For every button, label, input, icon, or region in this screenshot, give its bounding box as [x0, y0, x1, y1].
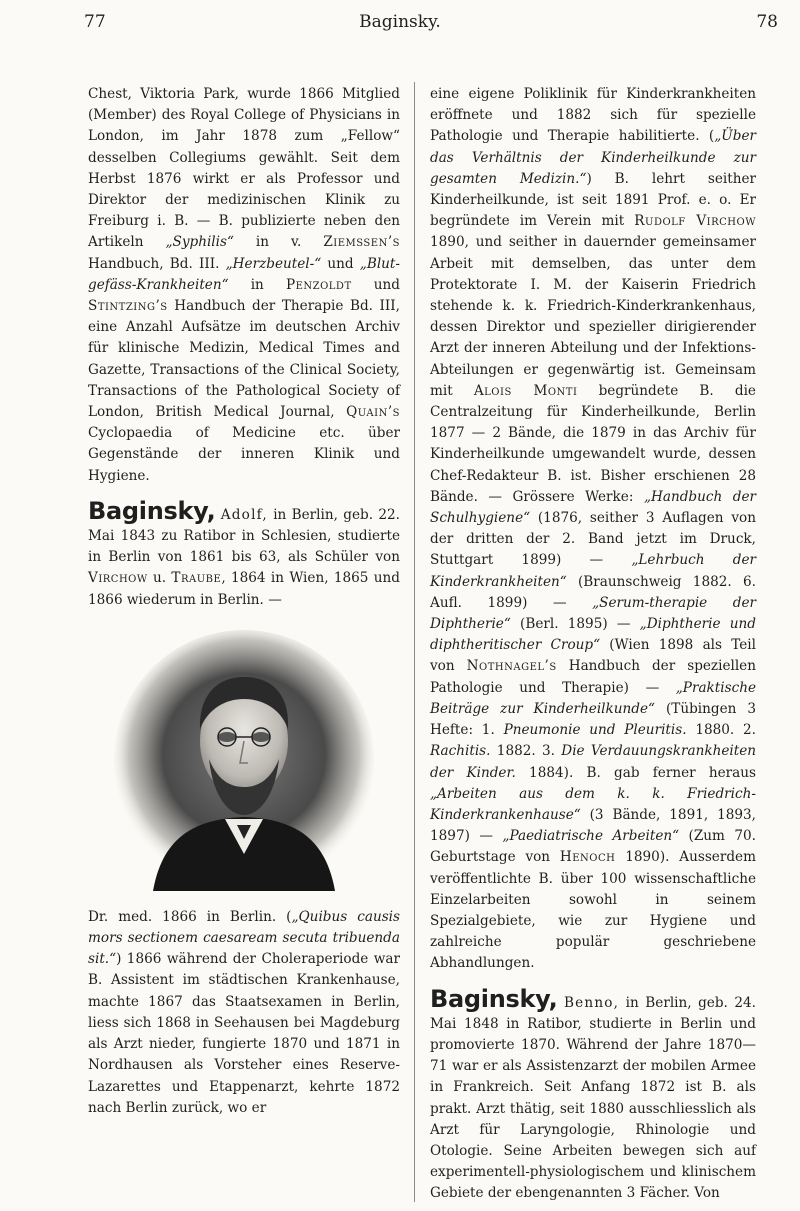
headword-given-name: Adolf,	[220, 506, 268, 523]
headword-surname: Baginsky,	[430, 984, 558, 1013]
page-header	[0, 0, 800, 64]
page-number-right: 78	[756, 12, 778, 32]
left-column	[88, 84, 400, 1119]
entry-baginsky-adolf-right: eine eigene Poliklinik für Kinderkrankheiten eröffnete und 1882 sich für spezielle Pathologie und Therapie habilitierte. („Über das Verhältnis der Kinderheilkunde zur gesamten Medizin.“) B. lehrt seither Kinderheilkunde, ist seit 1891 Prof. e. o. Er begründete im Verein mit Rudolf Virchow 1890, und seither in dauernder gemeinsamer Arbeit mit demselben, das unter dem Protektorate I. M. der Kaiserin Friedrich stehende k. k. Friedrich-Kinderkrankenhaus, dessen Direktor und spezieller dirigierender Arzt der inneren Abteilung und der Infektions-Abteilungen er gegenwärtig ist. Gemeinsam mit Alois Monti begründete B. die Centralzeitung für Kinderheilkunde, Berlin 1877 — 2 Bände, die 1879 in das Archiv für Kinderheilkunde umgewandelt wurde, dessen Chef-Redakteur B. ist. Bisher erschienen 28 Bände. — Grössere Werke: „Handbuch der Schulhygiene“ (1876, seither 3 Auflagen von der dritten der 2. Band jetzt im Druck, Stuttgart 1899) — „Lehrbuch der Kinderkrankheiten“ (Braunschweig 1882. 6. Aufl. 1899) — „Serum-therapie der Diphtherie“ (Berl. 1895) — „Diphtherie und diphtheritischer Croup“ (Wien 1898 als Teil von Nothnagel’s Handbuch der speziellen Pathologie und Therapie) — „Praktische Beiträge zur Kinderheilkunde“ (Tübingen 3 Hefte: 1. Pneumonie und Pleuritis. 1880. 2. Rachitis. 1882. 3. Die Verdauungskrankheiten der Kinder. 1884). B. gab ferner heraus „Arbeiten aus dem k. k. Friedrich-Kinderkrankenhause“ (3 Bände, 1891, 1893, 1897) — „Paediatrische Arbeiten“ (Zum 70. Geburtstage von Henoch 1890). Ausserdem veröffentlichte B. über 100 wissenschaftliche Einzelarbeiten sowohl in seinem Spezialgebiete, wie zur Hygiene und zahlreiche populär geschriebene Abhandlungen.	[430, 86, 757, 972]
right-column	[430, 84, 756, 1205]
entry-continuation: Chest, Viktoria Park, wurde 1866 Mitglied (Member) des Royal College of Physicians in London, im Jahr 1878 zum „Fellow“ desselben Collegiums gewählt. Seit dem Herbst 1876 wirkt er als Professor und Direktor der medizinischen Klinik zu Freiburg i. B. — B. publizierte neben den Artikeln „Syphilis“ in v. Ziemssen’s Handbuch, Bd. III. „Herzbeutel-“ und „Blut-gefäss-Krankheiten“ in Penzoldt und Stintzing’s Handbuch der Therapie Bd. III, eine Anzahl Aufsätze im deutschen Archiv für klinische Medizin, Medical Times and Gazette, Transactions of the Clinical Society, Transactions of the Pathological Society of London, British Medical Journal, Quain’s Cyclopaedia of Medicine etc. über Gegenstände der inneren Klinik und Hygiene.	[88, 86, 400, 484]
column-divider	[414, 82, 415, 1202]
portrait-engraving	[113, 629, 375, 891]
headword-surname: Baginsky,	[88, 496, 216, 525]
page-number-left: 77	[84, 12, 106, 32]
entry-baginsky-adolf-continued: Dr. med. 1866 in Berlin. („Quibus causis mors sectionem caesaream secuta tribuenda sit.“) 1866 während der Choleraperiode war B. Assistent im städtischen Krankenhause, machte 1867 das Staatsexamen in Berlin, liess sich 1868 in Seehausen bei Magdeburg als Arzt nieder, fungierte 1870 und 1871 in Nordhausen als Vorsteher eines Reserve-Lazarettes und Etappenarzt, kehrte 1872 nach Berlin zurück, wo er	[88, 908, 400, 1116]
entry-baginsky-adolf: Baginsky, Adolf, in Berlin, geb. 22. Mai 1843 zu Ratibor in Schlesien, studierte in Berlin von 1861 bis 63, als Schüler von Virchow u. Traube, 1864 in Wien, 1865 und 1866 wiederum in Berlin. —	[88, 496, 401, 608]
headword-given-name: Benno,	[563, 994, 620, 1011]
entry-baginsky-benno: Baginsky, Benno, in Berlin, geb. 24. Mai 1848 in Ratibor, studierte in Berlin und promovierte 1870. Während der Jahre 1870—71 war er als Assistenzarzt der mobilen Armee in Frankreich. Seit Anfang 1872 ist B. als prakt. Arzt thätig, seit 1880 ausschliesslich als Arzt für Laryngologie, Rhinologie und Otologie. Seine Arbeiten bewegen sich auf experimentell-physiologischem und klinischem Gebiete der ebengenannten 3 Fächer. Von	[430, 984, 756, 1202]
running-title: Baginsky.	[359, 12, 441, 32]
